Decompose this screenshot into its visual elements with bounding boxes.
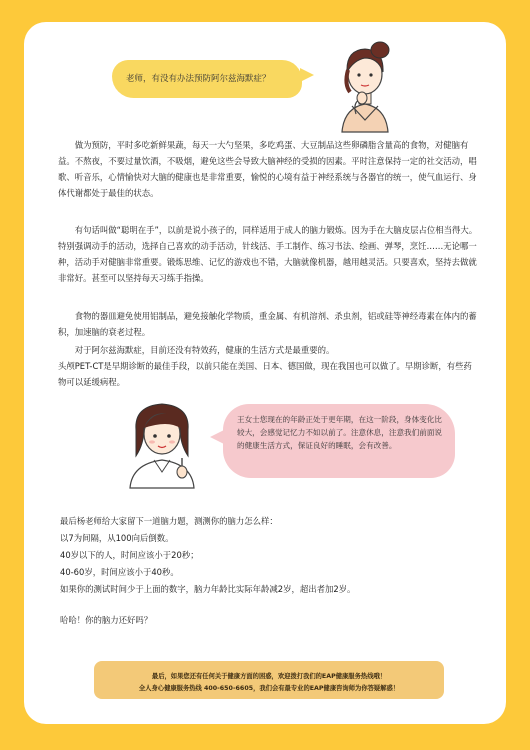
patient-illustration xyxy=(322,38,408,136)
answer-text: 王女士您现在的年龄正处于更年期，在这一阶段，身体变化比较大，会感觉记忆力不如以前了。注意休息，注意我们前面说的健康生活方式，保证良好的睡眠，会有改善。 xyxy=(237,415,443,450)
hotline-line-1: 最后，如果您还有任何关于健康方面的困惑，欢迎拨打我们的EAP健康服务热线哦！ xyxy=(151,673,387,680)
teacher-illustration xyxy=(118,398,206,490)
answer-bubble xyxy=(223,404,455,478)
quiz-rule: 以7为间隔，从100向后倒数。 xyxy=(60,533,174,543)
question-text: 老师，有没有办法预防阿尔兹海默症？ xyxy=(126,74,271,84)
paragraph-hand-exercise: 有句话叫做“聪明在手”，以前是说小孩子的，同样适用于成人的脑力锻炼。因为手在大脑皮层占位相当得大。特别强调动手的活动，选择自己喜欢的动手活动，针线活、手工制作、练习书法、绘画、弹琴，烹饪……无论哪一种，活动手对健脑非常重要。锻炼思维、记忆的游戏也不错，大脑就像机器，越用越灵活。只要喜欢，坚持去做就非常好。甚至可以坚持每天习练手指操。 xyxy=(58,225,478,283)
quiz-under-40: 40岁以下的人，时间应该小于20秒； xyxy=(60,550,199,560)
paragraph-pet-ct: 头颅PET-CT是早期诊断的最佳手段，以前只能在美国、日本、德国做，现在我国也可以做了。早期诊断，有些药物可以延缓病程。 xyxy=(58,361,472,387)
hotline-box xyxy=(94,661,444,699)
paragraph-prevention: 做为预防，平时多吃新鲜果蔬，每天一大勺坚果，多吃鸡蛋、大豆制品这些卵磷脂含量高的食物，对健脑有益。不熬夜，不要过量饮酒，不吸烟，避免这些会导致大脑神经的受损的因素。平时注意保持一定的社交活动，唱歌、听音乐，心情愉快对大脑的健康也是非常重要，愉悦的心境有益于神经系统与各器官的统一，使气血运行、身体代谢都处于最佳的状态。 xyxy=(58,140,477,198)
paragraph-avoid-toxins: 食物的器皿避免使用铝制品，避免接触化学物质，重金属、有机溶剂、杀虫剂，铝或硅等神经毒素在体内的蓄积，加速脑的衰老过程。 xyxy=(58,311,477,337)
quiz-40-60: 40-60岁，时间应该小于40秒。 xyxy=(60,567,179,577)
paragraph-no-medicine: 对于阿尔兹海默症，目前还没有特效药，健康的生活方式是最重要的。 xyxy=(74,345,335,355)
quiz-closing: 哈哈！你的脑力还好吗？ xyxy=(60,615,153,625)
answer-bubble-tail xyxy=(210,430,224,444)
question-bubble xyxy=(112,60,302,98)
hotline-line-2: 全人身心健康服务热线 400-650-6605，我们会有最专业的EAP健康咨询师为你答疑解惑！ xyxy=(138,685,400,692)
quiz-intro: 最后杨老师给大家留下一道脑力题，测测你的脑力怎么样： xyxy=(60,516,278,526)
question-bubble-tail xyxy=(300,68,314,82)
quiz-result: 如果你的测试时间少于上面的数字，脑力年龄比实际年龄减2岁，超出者加2岁。 xyxy=(60,584,356,594)
